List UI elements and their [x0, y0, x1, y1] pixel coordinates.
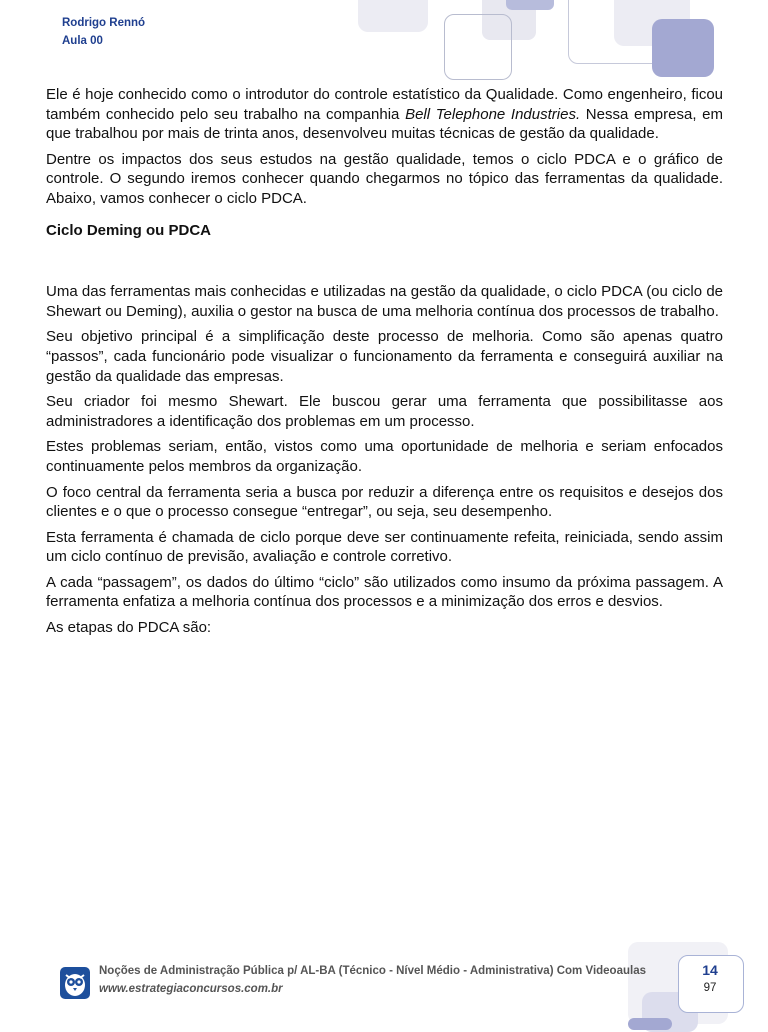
footer-url: www.estrategiaconcursos.com.br — [99, 983, 283, 995]
text: Ele é hoje conhecido como o introdutor do controle estatístico da Qualidade. Como engenheiro, ficou também conhecido pelo seu trabalho na companhia — [46, 86, 723, 123]
paragraph: Estes problemas seriam, então, vistos como uma oportunidade de melhoria e seriam enfocados continuamente pelos membros da organização. — [46, 438, 723, 475]
header-lesson: Aula 00 — [62, 35, 103, 47]
page-number: 14 — [702, 962, 718, 978]
paragraph — [46, 85, 723, 144]
header-decoration — [506, 0, 554, 10]
paragraph: O foco central da ferramenta seria a busca por reduzir a diferença entre os requisitos e desejos dos clientes e o que o processo consegue “entregar”, ou seja, seu desempenho. — [46, 483, 723, 521]
text: Nessa empresa, em que trabalhou por mais de trinta anos, desenvolveu muitas técnicas de gestão da qualidade. — [46, 105, 724, 143]
footer-course-title: Noções de Administração Pública p/ AL-BA (Técnico - Nível Médio - Administrativa) Com Videoaulas — [99, 965, 646, 977]
company-name: Bell Telephone Industries. — [405, 105, 581, 123]
paragraph: A cada “passagem”, os dados do último “ciclo” são utilizados como insumo da próxima passagem. A ferramenta enfatiza a melhoria contínua dos processos e a minimização dos erros e desvios. — [46, 573, 723, 611]
header-decoration — [444, 14, 512, 80]
header-decoration — [358, 0, 428, 32]
owl-logo-icon — [60, 967, 90, 999]
paragraph: Uma das ferramentas mais conhecidas e utilizadas na gestão da qualidade, o ciclo PDCA (ou ciclo de Shewart ou Deming), auxilia o gestor na busca de uma melhoria contínua dos processos de trabalho. — [46, 283, 723, 320]
document-body — [46, 85, 723, 644]
page-total: 97 — [703, 982, 717, 994]
header-decoration — [652, 19, 714, 77]
paragraph: As etapas do PDCA são: — [46, 619, 212, 637]
header-author: Rodrigo Rennó — [62, 17, 146, 29]
footer-decoration — [628, 1018, 672, 1030]
paragraph: Esta ferramenta é chamada de ciclo porque deve ser continuamente refeita, reiniciada, sendo assim um ciclo contínuo de previsão, avaliação e controle corretivo. — [46, 528, 723, 566]
paragraph: Seu objetivo principal é a simplificação deste processo de melhoria. Como são apenas quatro “passos”, cada funcionário pode visualizar o funcionamento da ferramenta e conseguirá auxiliar na gestão da qualidade das empresas. — [46, 328, 723, 385]
section-heading: Ciclo Deming ou PDCA — [46, 221, 212, 239]
paragraph: Seu criador foi mesmo Shewart. Ele buscou gerar uma ferramenta que possibilitasse aos administradores a identificação dos problemas em um processo. — [46, 393, 723, 430]
paragraph: Dentre os impactos dos seus estudos na gestão qualidade, temos o ciclo PDCA e o gráfico de controle. O segundo iremos conhecer quando chegarmos no tópico das ferramentas da qualidade. Abaixo, vamos conhecer o ciclo PDCA. — [46, 150, 723, 207]
